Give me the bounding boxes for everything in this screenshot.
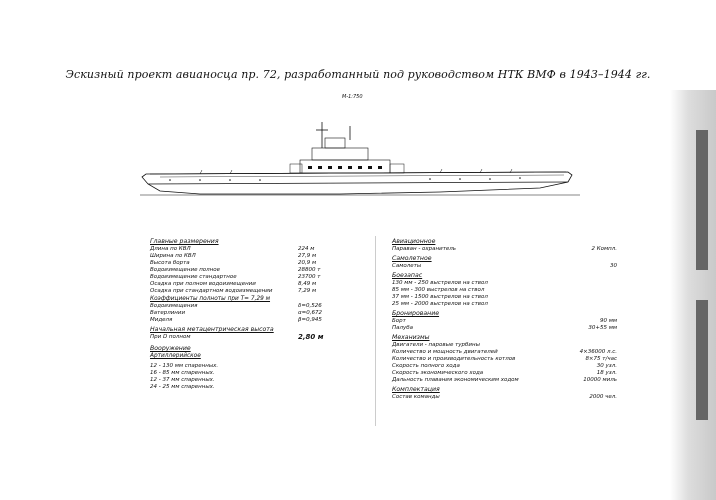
page-edge-shadow <box>670 90 716 500</box>
spec-row: Количество и мощность двигателей 4×36000 л.с. <box>392 349 617 355</box>
coef-heading: Коэффициенты полноты при Т= 7,29 м <box>150 296 271 302</box>
armament-row: 12 - 37 мм спаренных. <box>150 377 215 383</box>
spec-row: Борт 90 мм <box>392 318 617 324</box>
spec-row: Самолеты 30 <box>392 263 617 269</box>
spec-row: Ширина по КВЛ 27,9 м <box>150 253 317 259</box>
ammo-heading: Боезапас <box>392 272 423 279</box>
spec-row: Параван - охранитель 2 Компл. <box>392 246 617 252</box>
aircraft-heading: Самолетное <box>392 255 432 262</box>
main-dims-heading: Главные размерения <box>150 238 219 245</box>
drawing-scale: М-1:750 <box>342 94 363 100</box>
armament-heading: Вооружение <box>150 345 191 352</box>
bleed-text-block <box>696 130 708 270</box>
metacentric-heading: Начальная метацентрическая высота <box>150 326 274 333</box>
armament-subheading: Артиллерийское <box>150 353 201 359</box>
column-divider <box>375 236 376 426</box>
ammo-row: 37 мм - 1500 выстрелов на ствол <box>392 294 488 300</box>
page-title: Эскизный проект авианосца пр. 72, разработанный под руководством НТК ВМФ в 1943–1944 гг. <box>65 68 651 81</box>
ammo-row: 25 мм - 2000 выстрелов на ствол <box>392 301 488 307</box>
left-specs-column <box>150 236 375 391</box>
aviation-heading: Авиационное <box>392 238 436 245</box>
spec-row: Двигатели - паровые турбины <box>392 342 480 348</box>
spec-row: При D полном 2,80 м <box>150 333 324 341</box>
right-specs-column <box>392 236 617 401</box>
crew-heading: Комплектация <box>392 386 440 393</box>
armament-row: 24 - 25 мм спаренных. <box>150 384 215 390</box>
spec-row: Количество и производительность котлов 8×75 т/час <box>392 356 617 362</box>
spec-row: Осадка при полном водоизмещении 8,49 м <box>150 281 317 287</box>
spec-row: Высота борта 20,9 м <box>150 260 317 266</box>
spec-row: Состав команды 2000 чел. <box>392 394 617 400</box>
armament-row: 12 - 130 мм спаренных. <box>150 363 219 369</box>
spec-row: Скорость полного хода 30 узл. <box>392 363 617 369</box>
bleed-text-block <box>696 300 708 420</box>
spec-row: Скорость экономического хода 18 узл. <box>392 370 617 376</box>
spec-row: Водоизмещение полное 28800 т <box>150 267 321 273</box>
spec-row: Дальность плавания экономическим ходом 10000 миль <box>392 377 617 383</box>
ammo-row: 130 мм - 250 выстрелов на ствол <box>392 280 488 286</box>
carrier-profile-drawing <box>140 120 580 210</box>
spec-row: Водоизмещение стандартное 23700 т <box>150 274 321 280</box>
spec-row: Осадка при стандартном водоизмещении 7,29 м <box>150 288 317 294</box>
armor-heading: Бронирование <box>392 310 440 317</box>
spec-row: Ватерлинии α=0,672 <box>150 310 322 316</box>
spec-row: Водоизмещения δ=0,526 <box>150 303 322 309</box>
spec-row: Длина по КВЛ 224 м <box>150 246 315 252</box>
spec-row: Миделя β=0,945 <box>150 317 322 323</box>
armament-row: 16 - 85 мм спаренных. <box>150 370 215 376</box>
spec-row: Палуба 30+55 мм <box>392 325 617 331</box>
machinery-heading: Механизмы <box>392 334 430 341</box>
ammo-row: 85 мм - 300 выстрелов на ствол <box>392 287 485 293</box>
